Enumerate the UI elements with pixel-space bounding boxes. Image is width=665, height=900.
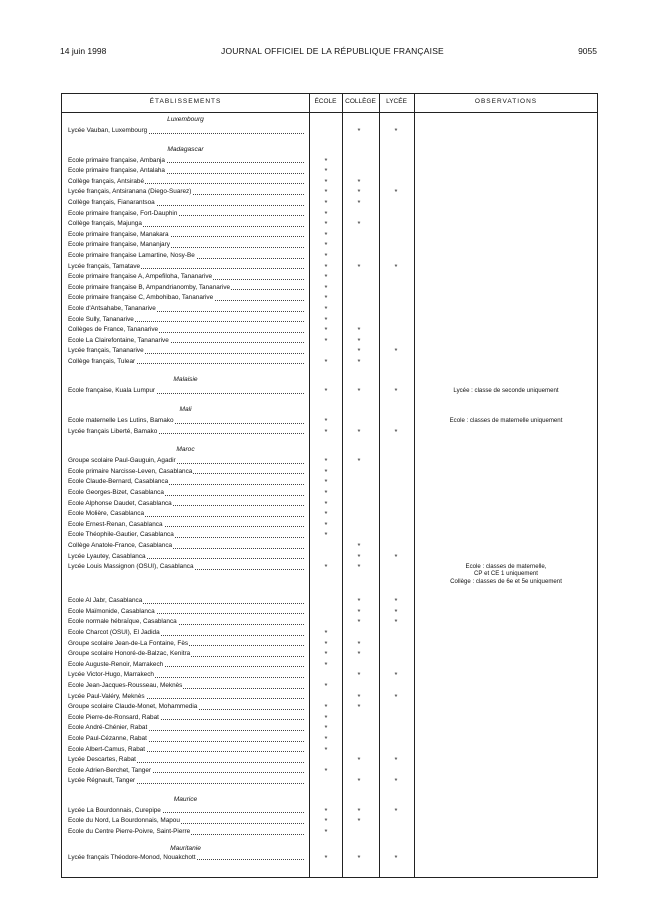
- table-row: [62, 530, 597, 541]
- ecole-mark: *: [324, 456, 328, 466]
- table-row: [62, 427, 597, 438]
- establishment-name: [68, 456, 304, 467]
- ecole-mark: *: [324, 208, 328, 218]
- table-row: [62, 346, 597, 357]
- establishment-name: [68, 293, 304, 304]
- establishment-label: Ecole Paul-Cézanne, Rabat: [68, 734, 147, 742]
- section-title: Malaisie: [173, 376, 198, 384]
- establishment-label: Ecole Pierre-de-Ronsard, Rabat: [68, 713, 159, 721]
- establishment-label: Lycée Lyautey, Casablanca: [68, 552, 146, 560]
- section-heading: [62, 844, 597, 853]
- establishment-label: Ecole normale hébraïque, Casablanca: [68, 618, 177, 626]
- establishment-name: [68, 219, 304, 230]
- table-row: [62, 660, 597, 671]
- establishment-name: [68, 336, 304, 347]
- establishment-label: Ecole Ernest-Renan, Casablanca: [68, 520, 163, 528]
- establishment-name: [68, 702, 304, 713]
- table-row: [62, 806, 597, 817]
- college-mark: *: [357, 816, 361, 826]
- establishment-label: Groupe scolaire Honoré-de-Balzac, Kenitra: [68, 650, 191, 658]
- establishment-name: [68, 692, 304, 703]
- establishment-label: Collège français, Antsirabé: [68, 177, 145, 185]
- table-body: [62, 113, 597, 863]
- table-row: [62, 853, 597, 864]
- table-row: [62, 681, 597, 692]
- establishment-name: [68, 272, 304, 283]
- establishment-name: [68, 681, 304, 692]
- table-row: [62, 456, 597, 467]
- establishment-name: [68, 416, 304, 427]
- observation-line: Collège : classes de 6e et 5e uniquement: [450, 577, 562, 585]
- establishment-name: [68, 467, 304, 478]
- college-mark: *: [357, 219, 361, 229]
- table-row: [62, 776, 597, 787]
- ecole-mark: *: [324, 303, 328, 313]
- ecole-mark: *: [324, 659, 328, 669]
- table-row: [62, 649, 597, 660]
- establishment-label: Collège français, Majunga: [68, 220, 142, 228]
- lycee-mark: *: [394, 261, 398, 271]
- lycee-mark: *: [394, 187, 398, 197]
- observation-line: Ecole : classes de maternelle,: [465, 563, 547, 571]
- establishment-name: [68, 126, 304, 137]
- establishment-name: [68, 209, 304, 220]
- ecole-mark: *: [324, 712, 328, 722]
- ecole-mark: *: [324, 638, 328, 648]
- ecole-mark: *: [324, 229, 328, 239]
- table-row: [62, 230, 597, 241]
- column-header-college: COLLÈGE: [345, 98, 376, 105]
- establishment-label: Ecole Jean-Jacques-Rousseau, Meknès: [68, 681, 183, 689]
- college-mark: *: [357, 638, 361, 648]
- observation-line: Lycée : classe de seconde uniquement: [453, 387, 559, 395]
- table-row: [62, 639, 597, 650]
- establishment-name: [68, 477, 304, 488]
- table-row: [62, 816, 597, 827]
- establishment-name: [68, 816, 304, 827]
- establishment-name: [68, 617, 304, 628]
- college-mark: *: [357, 325, 361, 335]
- establishment-label: Ecole Albert-Camus, Rabat: [68, 745, 146, 753]
- establishment-label: Ecole La Clairefontaine, Tananarive: [68, 336, 169, 344]
- header-date: 14 juin 1998: [60, 46, 107, 56]
- establishment-name: [68, 562, 304, 573]
- establishment-name: [68, 509, 304, 520]
- establishment-label: Collège français, Fianarantsoa: [68, 198, 155, 206]
- table-row: [62, 520, 597, 531]
- establishment-name: [68, 357, 304, 368]
- ecole-mark: *: [324, 519, 328, 529]
- table-row: [62, 336, 597, 347]
- ecole-mark: *: [324, 426, 328, 436]
- college-mark: *: [357, 346, 361, 356]
- college-mark: *: [357, 649, 361, 659]
- college-mark: *: [357, 755, 361, 765]
- lycee-mark: *: [394, 596, 398, 606]
- ecole-mark: *: [324, 466, 328, 476]
- establishment-label: Collège Anatole-France, Casablanca: [68, 542, 173, 549]
- college-mark: *: [357, 541, 361, 550]
- establishment-label: Ecole primaire française, Manakara: [68, 230, 169, 238]
- section-title: Maroc: [176, 446, 195, 454]
- observation-note: [414, 417, 598, 424]
- establishment-name: [68, 639, 304, 650]
- establishment-label: Ecole primaire française B, Ampandrianomby, Tananarive: [68, 283, 231, 291]
- establishment-label: Ecole du Centre Pierre-Poivre, Saint-Pierre: [68, 828, 191, 836]
- section-title: Maurice: [173, 795, 198, 803]
- section-title: Madagascar: [167, 145, 204, 153]
- ecole-mark: *: [324, 166, 328, 176]
- establishment-name: [68, 177, 304, 188]
- establishment-label: Ecole du Nord, La Bourdonnais, Mapou: [68, 817, 180, 825]
- establishment-label: Lycée français, Antsiranana (Diego-Suarez): [68, 188, 192, 196]
- establishment-name: [68, 734, 304, 745]
- lycee-mark: *: [394, 691, 398, 701]
- ecole-mark: *: [324, 325, 328, 335]
- establishment-label: Lycée Descartes, Rabat: [68, 756, 136, 764]
- establishment-name: [68, 386, 304, 397]
- establishment-label: Ecole Molière, Casablanca: [68, 510, 145, 518]
- table-row: [62, 734, 597, 745]
- table-row: [62, 315, 597, 326]
- establishment-name: [68, 541, 304, 552]
- lycee-mark: *: [394, 126, 398, 135]
- establishment-label: Lycée Paul-Valéry, Meknès: [68, 692, 145, 700]
- establishment-label: Lycée Vauban, Luxembourg: [68, 127, 148, 134]
- establishment-label: Ecole primaire française, Fort-Dauphin: [68, 209, 178, 217]
- college-mark: *: [357, 776, 361, 786]
- header-title: JOURNAL OFFICIEL DE LA RÉPUBLIQUE FRANÇAISE: [221, 46, 444, 56]
- section-heading: [62, 373, 597, 386]
- table-row: [62, 745, 597, 756]
- establishment-name: [68, 240, 304, 251]
- establishment-label: Lycée Régnault, Tanger: [68, 777, 136, 785]
- ecole-mark: *: [324, 293, 328, 303]
- establishment-name: [68, 670, 304, 681]
- establishment-name: [68, 304, 304, 315]
- ecole-mark: *: [324, 562, 328, 572]
- ecole-mark: *: [324, 219, 328, 229]
- establishment-label: Collèges de France, Tananarive: [68, 326, 159, 334]
- establishment-name: [68, 766, 304, 777]
- section-heading: [62, 793, 597, 806]
- ecole-mark: *: [324, 852, 328, 862]
- college-mark: *: [357, 456, 361, 466]
- ecole-mark: *: [324, 680, 328, 690]
- table-row: [62, 156, 597, 167]
- establishment-label: Ecole primaire française, Antalaha: [68, 167, 165, 175]
- establishment-label: Collège français, Tulear: [68, 357, 136, 365]
- establishment-label: Ecole Maïmonide, Casablanca: [68, 607, 155, 615]
- table-row: [62, 325, 597, 336]
- college-mark: *: [357, 187, 361, 197]
- column-header-observations: OBSERVATIONS: [474, 98, 538, 105]
- establishment-label: Ecole Auguste-Renoir, Marrakech: [68, 660, 164, 668]
- establishment-label: Ecole primaire française A, Ampefiloha, Tananarive: [68, 273, 213, 281]
- section-title: Mauritanie: [170, 844, 201, 852]
- ecole-mark: *: [324, 261, 328, 271]
- establishment-name: [68, 166, 304, 177]
- table-row: [62, 541, 597, 552]
- establishment-name: [68, 156, 304, 167]
- establishment-name: [68, 853, 304, 864]
- observation-note: [414, 563, 598, 585]
- table-row: [62, 552, 597, 563]
- column-header-lycee: LYCÉE: [386, 98, 407, 105]
- section-title: Luxembourg: [167, 116, 204, 123]
- lycee-mark: *: [394, 755, 398, 765]
- establishment-name: [68, 187, 304, 198]
- college-mark: *: [357, 261, 361, 271]
- establishment-name: [68, 230, 304, 241]
- establishment-label: Ecole maternelle Les Lutins, Bamako: [68, 417, 174, 425]
- establishment-label: Ecole primaire française Lamartine, Nosy-Be: [68, 251, 195, 259]
- establishment-name: [68, 488, 304, 499]
- establishment-label: Ecole primaire Narcisse-Leven, Casablanca: [68, 467, 193, 475]
- ecole-mark: *: [324, 416, 328, 426]
- establishment-label: Groupe scolaire Paul-Gauguin, Agadir: [68, 457, 176, 465]
- establishment-name: [68, 628, 304, 639]
- establishment-name: [68, 723, 304, 734]
- table-row: [62, 628, 597, 639]
- lycee-mark: *: [394, 852, 398, 862]
- ecole-mark: *: [324, 282, 328, 292]
- table-row: [62, 596, 597, 607]
- section-title: Mali: [179, 406, 192, 414]
- establishment-name: [68, 827, 304, 838]
- table-row: [62, 766, 597, 777]
- college-mark: *: [357, 386, 361, 396]
- ecole-mark: *: [324, 314, 328, 324]
- establishment-name: [68, 530, 304, 541]
- table-row: [62, 262, 597, 273]
- college-mark: *: [357, 197, 361, 207]
- table-row: [62, 209, 597, 220]
- table-row: [62, 499, 597, 510]
- college-mark: *: [357, 126, 361, 135]
- lycee-mark: *: [394, 606, 398, 616]
- ecole-mark: *: [324, 176, 328, 186]
- ecole-mark: *: [324, 386, 328, 396]
- ecole-mark: *: [324, 240, 328, 250]
- college-mark: *: [357, 176, 361, 186]
- establishment-name: [68, 649, 304, 660]
- section-heading: [62, 113, 597, 126]
- table-row: [62, 509, 597, 520]
- establishment-name: [68, 251, 304, 262]
- establishment-name: [68, 262, 304, 273]
- ecole-mark: *: [324, 827, 328, 837]
- establishment-label: Ecole primaire française C, Ambohibao, Tananarive: [68, 294, 214, 302]
- observation-note: [414, 387, 598, 394]
- ecole-mark: *: [324, 702, 328, 712]
- establishment-label: Ecole Georges-Bizet, Casablanca: [68, 489, 164, 497]
- establishments-table: [61, 93, 598, 878]
- ecole-mark: *: [324, 155, 328, 165]
- establishment-name: [68, 315, 304, 326]
- college-mark: *: [357, 670, 361, 680]
- lycee-mark: *: [394, 346, 398, 356]
- establishment-name: [68, 755, 304, 766]
- college-mark: *: [357, 426, 361, 436]
- establishment-label: Groupe scolaire Claude-Monet, Mohammedia: [68, 703, 198, 711]
- lycee-mark: *: [394, 551, 398, 561]
- college-mark: *: [357, 606, 361, 616]
- college-mark: *: [357, 551, 361, 561]
- table-row: [62, 416, 597, 427]
- establishment-label: Ecole Al Jabr, Casablanca: [68, 597, 143, 605]
- establishment-label: Ecole primaire française, Mananjary: [68, 241, 170, 249]
- ecole-mark: *: [324, 723, 328, 733]
- establishment-name: [68, 596, 304, 607]
- table-row: [62, 755, 597, 766]
- establishment-label: Ecole Claude-Bernard, Casablanca: [68, 478, 169, 486]
- college-mark: *: [357, 617, 361, 627]
- table-row: [62, 251, 597, 262]
- column-header-ecole: ÉCOLE: [314, 98, 337, 105]
- lycee-mark: *: [394, 617, 398, 627]
- table-row: [62, 692, 597, 703]
- college-mark: *: [357, 702, 361, 712]
- table-row: [62, 219, 597, 230]
- establishment-name: [68, 283, 304, 294]
- table-row: [62, 386, 597, 397]
- ecole-mark: *: [324, 488, 328, 498]
- establishment-label: Ecole primaire française, Ambanja: [68, 156, 165, 164]
- establishment-name: [68, 520, 304, 531]
- table-row: [62, 617, 597, 628]
- ecole-mark: *: [324, 733, 328, 743]
- establishment-name: [68, 806, 304, 817]
- establishment-label: Ecole Adrien-Berchet, Tanger: [68, 766, 152, 774]
- college-mark: *: [357, 805, 361, 815]
- table-row: [62, 467, 597, 478]
- table-row: [62, 713, 597, 724]
- establishment-name: [68, 660, 304, 671]
- table-row: [62, 304, 597, 315]
- establishment-name: [68, 776, 304, 787]
- establishment-label: Lycée La Bourdonnais, Curepipe: [68, 806, 161, 814]
- column-header-etablissements: ÉTABLISSEMENTS: [149, 98, 222, 105]
- establishment-name: [68, 198, 304, 209]
- establishment-label: Lycée Louis Massignon (OSUI), Casablanca: [68, 563, 194, 571]
- table-row: [62, 198, 597, 209]
- ecole-mark: *: [324, 250, 328, 260]
- lycee-mark: *: [394, 776, 398, 786]
- ecole-mark: *: [324, 197, 328, 207]
- observation-line: Ecole : classes de maternelle uniquement: [449, 417, 563, 425]
- table-row: [62, 357, 597, 368]
- establishment-label: Ecole française, Kuala Lumpur: [68, 387, 156, 395]
- ecole-mark: *: [324, 477, 328, 487]
- table-row: [62, 177, 597, 188]
- ecole-mark: *: [324, 805, 328, 815]
- section-heading: [62, 443, 597, 456]
- section-heading: [62, 403, 597, 416]
- table-row: [62, 607, 597, 618]
- table-row: [62, 187, 597, 198]
- college-mark: *: [357, 356, 361, 366]
- table-row: [62, 240, 597, 251]
- establishment-name: [68, 745, 304, 756]
- table-row: [62, 562, 597, 596]
- table-row: [62, 827, 597, 838]
- table-row: [62, 283, 597, 294]
- establishment-label: Lycée français, Tananarive: [68, 347, 144, 355]
- college-mark: *: [357, 335, 361, 345]
- table-row: [62, 272, 597, 283]
- establishment-label: Lycée Victor-Hugo, Marrakech: [68, 671, 154, 679]
- table-row: [62, 723, 597, 734]
- establishment-name: [68, 346, 304, 357]
- header-page-number: 9055: [578, 46, 597, 56]
- establishment-name: [68, 325, 304, 336]
- table-row: [62, 488, 597, 499]
- ecole-mark: *: [324, 816, 328, 826]
- establishment-name: [68, 607, 304, 618]
- ecole-mark: *: [324, 627, 328, 637]
- establishment-label: Lycée français Liberté, Bamako: [68, 427, 158, 435]
- ecole-mark: *: [324, 649, 328, 659]
- ecole-mark: *: [324, 187, 328, 197]
- table-row: [62, 293, 597, 304]
- establishment-label: Ecole André-Chénier, Rabat: [68, 724, 148, 732]
- table-row: [62, 477, 597, 488]
- establishment-name: [68, 427, 304, 438]
- ecole-mark: *: [324, 530, 328, 540]
- establishment-label: Ecole Charcot (OSUI), El Jadida: [68, 628, 160, 636]
- table-row: [62, 702, 597, 713]
- lycee-mark: *: [394, 426, 398, 436]
- table-row: [62, 166, 597, 177]
- establishment-label: Groupe scolaire Jean-de-La Fontaine, Fès: [68, 639, 189, 647]
- section-heading: [62, 143, 597, 156]
- college-mark: *: [357, 562, 361, 572]
- lycee-mark: *: [394, 386, 398, 396]
- ecole-mark: *: [324, 509, 328, 519]
- college-mark: *: [357, 691, 361, 701]
- college-mark: *: [357, 852, 361, 862]
- lycee-mark: *: [394, 805, 398, 815]
- establishment-label: Lycée français, Tamatave: [68, 262, 141, 270]
- establishment-label: Ecole Théophile-Gautier, Casablanca: [68, 531, 174, 539]
- ecole-mark: *: [324, 356, 328, 366]
- ecole-mark: *: [324, 498, 328, 508]
- establishment-label: Ecole Alphonse Daudet, Casablanca: [68, 499, 172, 507]
- establishment-name: [68, 499, 304, 510]
- ecole-mark: *: [324, 765, 328, 775]
- establishment-label: Ecole Sully, Tananarive: [68, 315, 134, 323]
- table-row: [62, 670, 597, 681]
- ecole-mark: *: [324, 272, 328, 282]
- table-row: [62, 126, 597, 137]
- establishment-label: Lycée français Théodore-Monod, Nouakchott: [68, 853, 196, 861]
- observation-line: CP et CE 1 uniquement: [474, 570, 538, 578]
- establishment-label: Ecole d'Antsahabe, Tananarive: [68, 304, 156, 312]
- lycee-mark: *: [394, 670, 398, 680]
- establishment-name: [68, 713, 304, 724]
- college-mark: *: [357, 596, 361, 606]
- establishment-name: [68, 552, 304, 563]
- ecole-mark: *: [324, 744, 328, 754]
- ecole-mark: *: [324, 335, 328, 345]
